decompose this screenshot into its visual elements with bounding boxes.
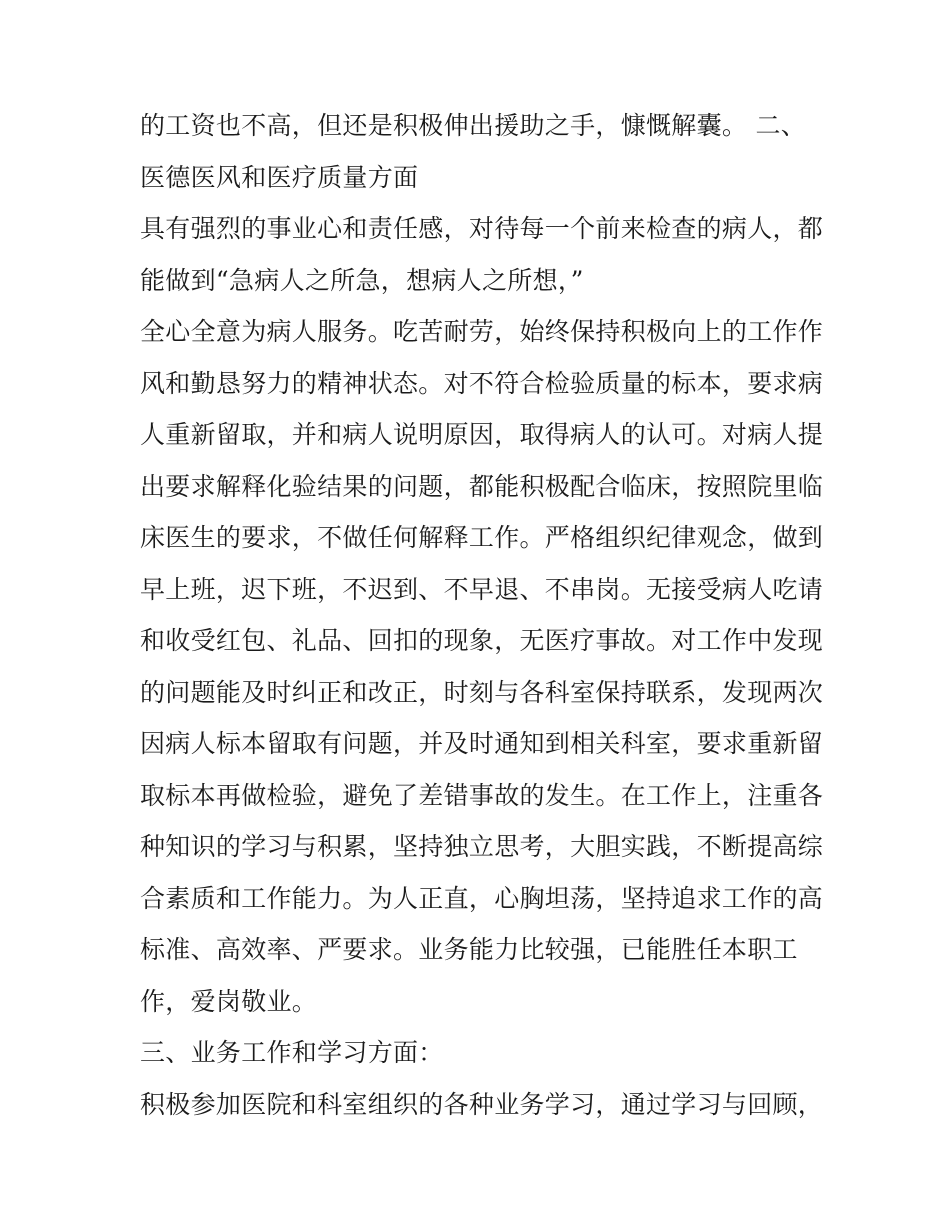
text-line: 出要求解释化验结果的问题，都能积极配合临床，按照院里临: [140, 472, 824, 501]
text-line: 全心全意为病人服务。吃苦耐劳，始终保持积极向上的工作作: [140, 317, 824, 346]
text-line: 积极参加医院和科室组织的各种业务学习，通过学习与回顾，: [140, 1090, 824, 1119]
text-line: 医德医风和医疗质量方面: [140, 163, 419, 192]
text-line: 种知识的学习与积累，坚持独立思考，大胆实践，不断提高综: [140, 832, 824, 861]
text-line: 具有强烈的事业心和责任感，对待每一个前来检查的病人，都: [140, 214, 824, 243]
text-line: 作，爱岗敬业。: [140, 987, 318, 1016]
text-line: 合素质和工作能力。为人正直，心胸坦荡，坚持追求工作的高: [140, 884, 824, 913]
text-line: 的问题能及时纠正和改正，时刻与各科室保持联系，发现两次: [140, 678, 824, 707]
text-line: 床医生的要求，不做任何解释工作。严格组织纪律观念，做到: [140, 523, 824, 552]
text-line: 人重新留取，并和病人说明原因，取得病人的认可。对病人提: [140, 420, 824, 449]
text-line: 标准、高效率、严要求。业务能力比较强，已能胜任本职工: [140, 935, 798, 964]
text-line: 因病人标本留取有问题，并及时通知到相关科室，要求重新留: [140, 729, 824, 758]
section-heading: 三、业务工作和学习方面：: [140, 1038, 444, 1067]
text-line: 和收受红包、礼品、回扣的现象，无医疗事故。对工作中发现: [140, 626, 824, 655]
text-line: 能做到“急病人之所急，想病人之所想，”: [140, 266, 584, 295]
text-line: 的工资也不高，但还是积极伸出援助之手，慷慨解囊。 二、: [140, 111, 807, 140]
text-line: 取标本再做检验，避免了差错事故的发生。在工作上，注重各: [140, 781, 824, 810]
text-line: 早上班，迟下班，不迟到、不早退、不串岗。无接受病人吃请: [140, 575, 824, 604]
text-line: 风和勤恳努力的精神状态。对不符合检验质量的标本，要求病: [140, 369, 824, 398]
